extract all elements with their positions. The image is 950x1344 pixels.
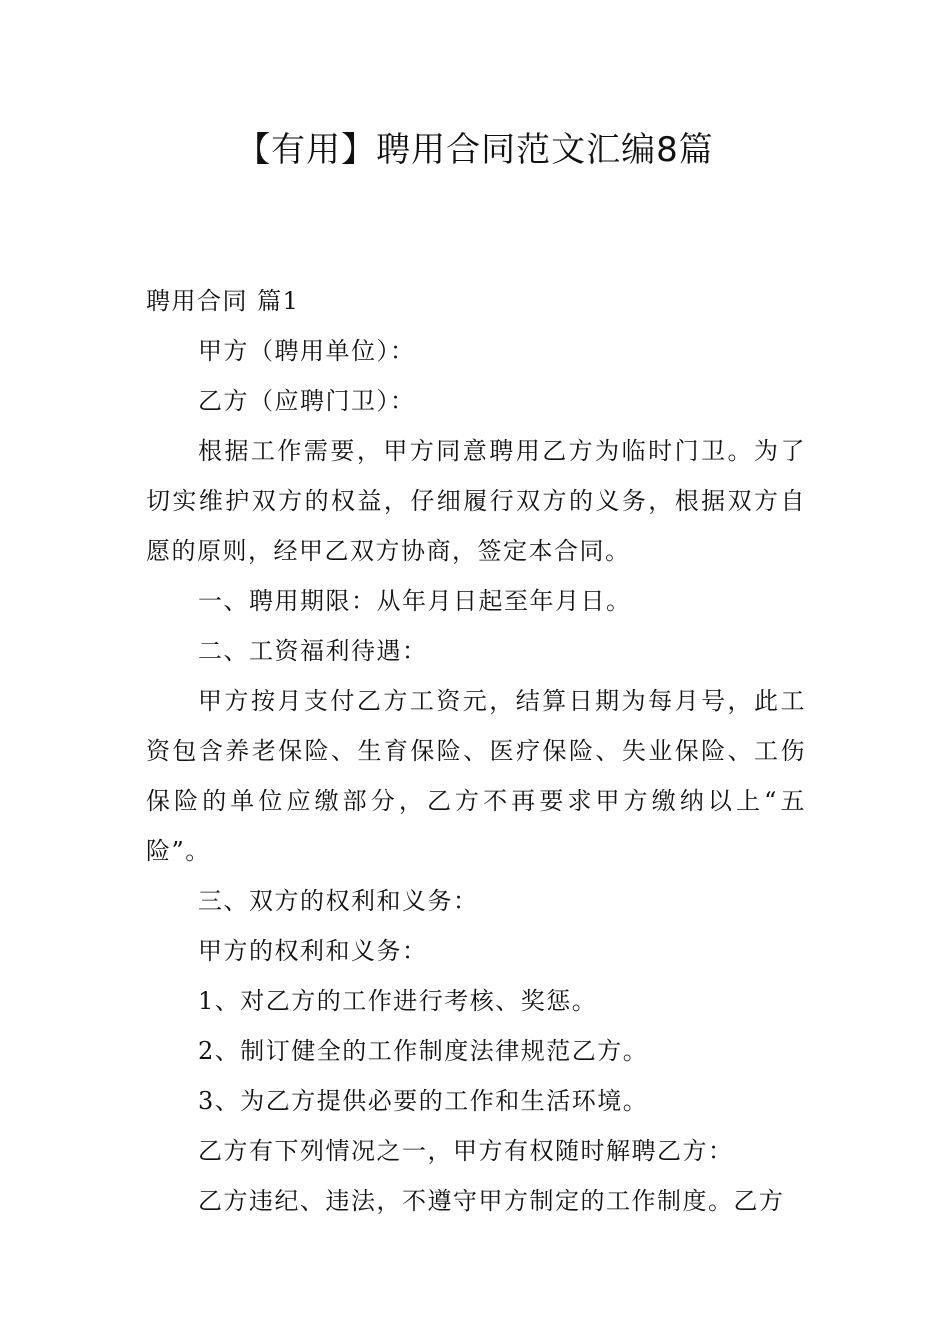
clause-salary-heading: 二、工资福利待遇： [198, 637, 428, 665]
list-item: 1、对乙方的工作进行考核、奖惩。 [198, 987, 598, 1015]
dismissal-condition-paragraph: 乙方违纪、违法，不遵守甲方制定的工作制度。乙方 [198, 1187, 785, 1215]
salary-paragraph: 甲方按月支付乙方工资元，结算日期为每月号，此工资包含养老保险、生育保险、医疗保险、失业保险、工伤保险的单位应缴部分，乙方不再要求甲方缴纳以上“五险”。 [146, 687, 806, 865]
dismissal-conditions-line: 乙方有下列情况之一，甲方有权随时解聘乙方： [198, 1137, 734, 1165]
list-item: 2、制订健全的工作制度法律规范乙方。 [198, 1037, 649, 1065]
party-a-rights-heading: 甲方的权利和义务： [198, 937, 428, 965]
section-heading: 聘用合同 篇1 [146, 287, 300, 315]
document-title: 【有用】聘用合同范文汇编8篇 [236, 130, 714, 170]
list-item: 3、为乙方提供必要的工作和生活环境。 [198, 1087, 649, 1115]
preamble-paragraph: 根据工作需要，甲方同意聘用乙方为临时门卫。为了切实维护双方的权益，仔细履行双方的义务，根据双方自愿的原则，经甲乙双方协商，签定本合同。 [146, 437, 806, 565]
document-body [146, 276, 806, 1226]
party-a-line: 甲方（聘用单位）： [198, 337, 416, 365]
party-b-line: 乙方（应聘门卫）： [198, 387, 416, 415]
clause-rights-heading: 三、双方的权利和义务： [198, 887, 479, 915]
clause-term: 一、聘用期限：从年月日起至年月日。 [198, 587, 632, 615]
